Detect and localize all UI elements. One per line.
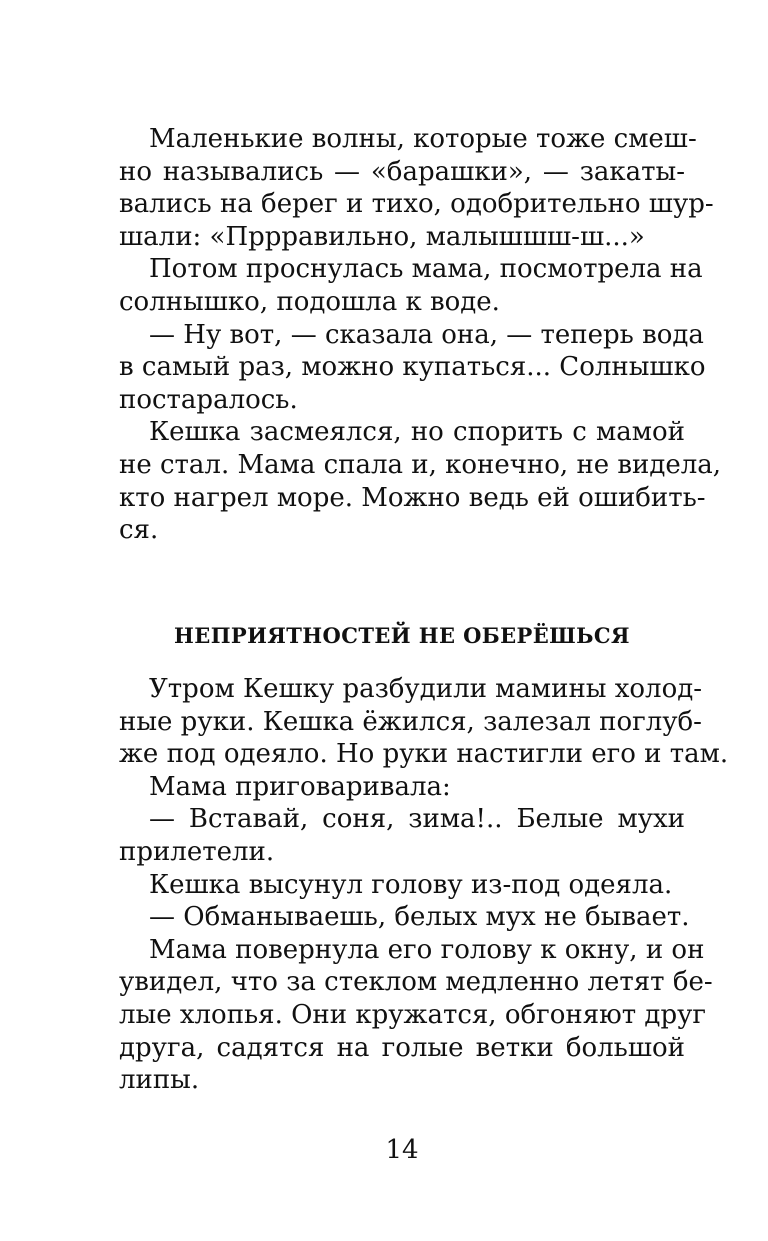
text-line: Кешка высунул голову из-под одеяла. (149, 869, 673, 900)
text-line: не стал. Мама спала и, конечно, не видела, (119, 449, 722, 480)
paragraph (119, 673, 729, 771)
text-line: липы. (119, 1065, 200, 1096)
text-line: но назывались — «барашки», — закаты- (119, 156, 685, 187)
chapter-title: НЕПРИЯТНОСТЕЙ НЕ ОБЕРЁШЬСЯ (174, 623, 630, 648)
text-line: Потом проснулась мама, посмотрела на (149, 254, 703, 285)
text-line: увидел, что за стеклом медленно летят бе- (119, 967, 713, 998)
text-line: же под одеяло. Но руки настигли его и там. (119, 739, 729, 770)
text-line: Утром Кешку разбудили мамины холод- (149, 674, 703, 704)
text-line: ные руки. Кешка ёжился, залезал поглуб- (119, 706, 702, 737)
paragraph (119, 123, 714, 253)
paragraph (119, 803, 685, 868)
text-line: прилетели. (119, 836, 275, 867)
text-line: Мама приговаривала: (149, 771, 451, 802)
paragraph (119, 934, 713, 1097)
paragraph (119, 901, 690, 934)
text-line: друга, садятся на голые ветки большой (119, 1032, 685, 1063)
text-line: Маленькие волны, которые тоже смеш- (149, 124, 697, 154)
paragraph (119, 416, 722, 546)
text-line: ся. (119, 515, 159, 546)
text-line: — Ну вот, — сказала она, — теперь вода (149, 319, 704, 350)
text-line: Мама повернула его голову к окну, и он (149, 934, 705, 965)
text-line: кто нагрел море. Можно ведь ей ошибить- (119, 482, 706, 513)
text-line: вались на берег и тихо, одобрительно шур- (119, 189, 714, 220)
text-line: солнышко, подошла к воде. (119, 286, 500, 317)
paragraph (119, 319, 706, 417)
page-number: 14 (385, 1135, 419, 1165)
paragraph (119, 771, 685, 804)
paragraph (119, 253, 703, 318)
paragraph (119, 869, 685, 902)
book-page (119, 123, 729, 1165)
text-line: Кешка засмеялся, но спорить с мамой (149, 417, 685, 448)
text-line: в самый раз, можно купаться... Солнышко (119, 352, 706, 383)
text-line: — Обманываешь, белых мух не бывает. (149, 902, 690, 933)
text-line: лые хлопья. Они кружатся, обгоняют друг (119, 999, 707, 1030)
story-continuation (119, 123, 722, 547)
chapter-body (119, 673, 729, 1097)
text-line: постаралось. (119, 384, 298, 415)
text-line: — Вставай, соня, зима!.. Белые мухи (149, 804, 685, 835)
text-line: шали: «Пррравильно, малышшш-ш...» (119, 221, 645, 252)
